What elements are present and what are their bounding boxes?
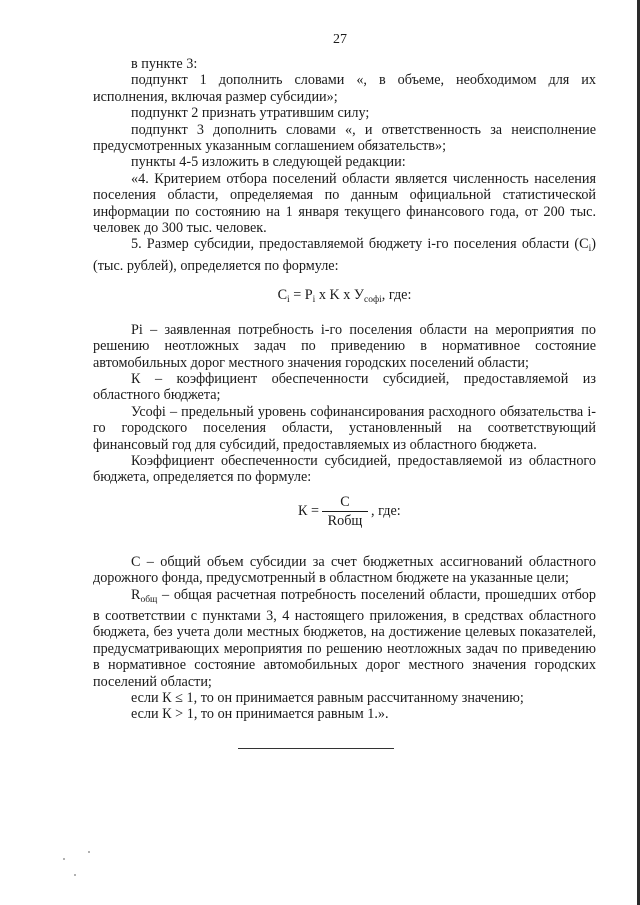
scan-speck (74, 874, 76, 876)
paragraph: подпункт 1 дополнить словами «, в объеме, необходимом для их исполнения, включая размер субсидии»; (93, 72, 596, 105)
paragraph: если К > 1, то он принимается равным 1.». (131, 706, 389, 723)
paragraph (93, 587, 596, 690)
formula-row (298, 494, 401, 530)
paragraph (93, 236, 596, 274)
subscript: софi (363, 295, 382, 306)
paragraph: подпункт 3 дополнить словами «, и ответственность за неисполнение предусмотренных указанным соглашением обязательств»; (93, 121, 596, 155)
paragraph: К – коэффициент обеспеченности субсидией, предоставляемой из областного бюджета; (93, 370, 596, 404)
paragraph: пункты 4-5 изложить в следующей редакции: (131, 154, 406, 171)
closing-rule (238, 748, 394, 749)
paragraph: подпункт 2 признать утратившим силу; (131, 105, 370, 122)
scan-speck (88, 851, 90, 853)
text-run: – общая расчетная потребность поселений области, прошедших отбор в соответствии с пунктами 3, 4 настоящего приложения, в средствах областного бюджета, без учета доли местных бюджетов, на достижение целевых показателей, предусматривающих мероприятия по решению неотложных задач по приведению в нормативное состояние автомобильных дорог местного значения городских поселений области; (93, 586, 596, 690)
text-run: ) (тыс. рублей), определяется по формуле: (93, 236, 596, 274)
paragraph: «4. Критерием отбора поселений области является численность населения поселения области, определяемая по данным официальной статистической информации по состоянию на 1 января текущего финансового года, от 200 тыс. человек до 300 тыс. человек. (93, 170, 596, 237)
paragraph: Pi – заявленная потребность i-го поселения области на мероприятия по решению неотложных задач по приведению в нормативное состояние автомобильных дорог местного значения городских поселений области; (93, 321, 596, 371)
formula-tail: , где: (371, 503, 401, 520)
subscript: i (287, 295, 290, 306)
formula-part: x K x У (315, 287, 364, 304)
formula-part: C (277, 287, 288, 304)
scan-speck (63, 858, 65, 860)
formula-part: , где: (381, 287, 412, 304)
subscript: i (588, 244, 592, 255)
page-number: 27 (333, 32, 347, 47)
text-run: 5. Размер субсидии, предоставляемой бюджету i-го поселения области (C (131, 236, 589, 253)
subscript: общ (140, 594, 158, 605)
paragraph: в пункте 3: (131, 56, 198, 72)
formula-coefficient (93, 494, 596, 540)
paragraph: С – общий объем субсидии за счет бюджетных ассигнований областного дорожного фонда, предусмотренный в областном бюджете на указанные цели; (93, 553, 596, 587)
subscript: i (312, 295, 316, 306)
formula-lhs: К = (298, 503, 320, 520)
fraction-numerator: С (340, 493, 350, 510)
paragraph: если К ≤ 1, то он принимается равным рассчитанному значению; (131, 690, 524, 706)
text-run: R (131, 586, 141, 603)
fraction (322, 494, 368, 530)
body-text (93, 56, 596, 723)
paragraph: Усофi – предельный уровень софинансирования расходного обязательства i-го городского поселения области, установленный на соответствующий финансовый год для субсидий, предоставляемых из областного бюджета. (93, 403, 596, 453)
paragraph: Коэффициент обеспеченности субсидией, предоставляемой из областного бюджета, определяется по формуле: (93, 452, 596, 486)
formula-subsidy (93, 287, 596, 308)
formula-part: = P (289, 287, 313, 304)
fraction-denominator: Rобщ (327, 513, 363, 530)
